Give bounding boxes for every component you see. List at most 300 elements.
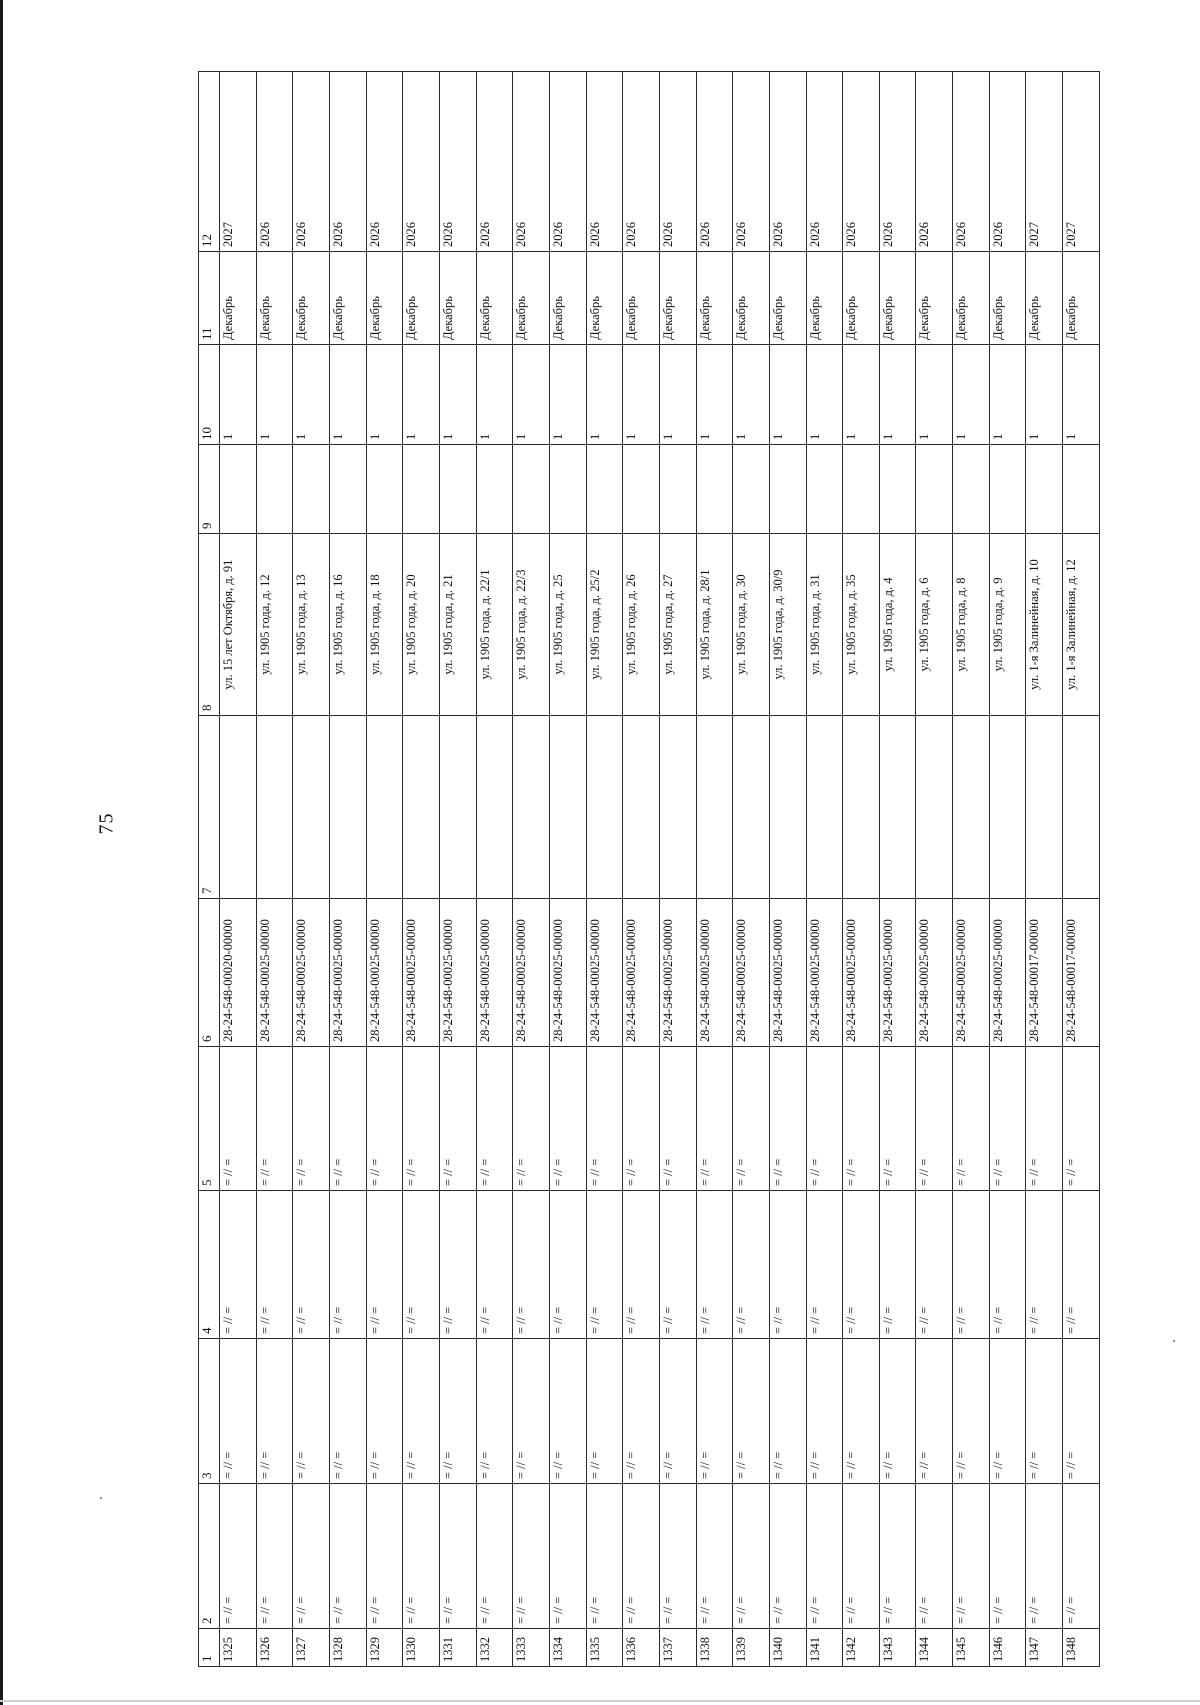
ditto-cell: = // = — [659, 1047, 696, 1191]
ditto-cell: = // = — [916, 1191, 953, 1339]
cadastral-code-cell: 28-24-548-00025-00000 — [733, 899, 770, 1047]
header-cell: 3 — [199, 1339, 220, 1484]
month-cell: Декабрь — [366, 252, 403, 345]
empty-cell — [806, 716, 843, 899]
ditto-cell: = // = — [513, 1191, 550, 1339]
table-row — [843, 72, 880, 1667]
row-number-cell: 1332 — [476, 1629, 513, 1667]
header-cell: 6 — [199, 899, 220, 1047]
empty-cell — [659, 445, 696, 534]
year-cell: 2026 — [806, 72, 843, 252]
address-cell: ул. 1905 года, д. 9 — [989, 534, 1026, 716]
month-cell: Декабрь — [659, 252, 696, 345]
row-number-cell: 1337 — [659, 1629, 696, 1667]
cadastral-code-cell: 28-24-548-00025-00000 — [806, 899, 843, 1047]
row-number-cell: 1339 — [733, 1629, 770, 1667]
quantity-cell: 1 — [256, 345, 293, 445]
empty-cell — [953, 445, 990, 534]
empty-cell — [769, 445, 806, 534]
ditto-cell: = // = — [476, 1339, 513, 1484]
cadastral-code-cell: 28-24-548-00017-00000 — [1063, 899, 1100, 1047]
empty-cell — [549, 716, 586, 899]
ditto-cell: = // = — [989, 1339, 1026, 1484]
header-row — [199, 72, 220, 1667]
ditto-cell: = // = — [329, 1484, 366, 1629]
empty-cell — [769, 716, 806, 899]
month-cell: Декабрь — [989, 252, 1026, 345]
ditto-cell: = // = — [329, 1047, 366, 1191]
table-row — [476, 72, 513, 1667]
month-cell: Декабрь — [769, 252, 806, 345]
quantity-cell: 1 — [806, 345, 843, 445]
empty-cell — [329, 445, 366, 534]
month-cell: Декабрь — [806, 252, 843, 345]
empty-cell — [623, 445, 660, 534]
header-cell: 12 — [199, 72, 220, 252]
ditto-cell: = // = — [366, 1191, 403, 1339]
year-cell: 2026 — [953, 72, 990, 252]
table-body — [199, 72, 1100, 1667]
address-cell: ул. 1905 года, д. 6 — [916, 534, 953, 716]
header-cell: 5 — [199, 1047, 220, 1191]
ditto-cell: = // = — [1063, 1047, 1100, 1191]
row-number-cell: 1334 — [549, 1629, 586, 1667]
empty-cell — [1063, 445, 1100, 534]
table-row — [513, 72, 550, 1667]
address-cell: ул. 15 лет Октября, д. 91 — [220, 534, 257, 716]
cadastral-code-cell: 28-24-548-00025-00000 — [549, 899, 586, 1047]
empty-cell — [439, 445, 476, 534]
quantity-cell: 1 — [293, 345, 330, 445]
cadastral-code-cell: 28-24-548-00025-00000 — [659, 899, 696, 1047]
ditto-cell: = // = — [916, 1339, 953, 1484]
year-cell: 2026 — [513, 72, 550, 252]
ditto-cell: = // = — [623, 1484, 660, 1629]
quantity-cell: 1 — [1063, 345, 1100, 445]
ditto-cell: = // = — [843, 1484, 880, 1629]
row-number-cell: 1327 — [293, 1629, 330, 1667]
ditto-cell: = // = — [220, 1339, 257, 1484]
month-cell: Декабрь — [879, 252, 916, 345]
empty-cell — [586, 716, 623, 899]
empty-cell — [843, 445, 880, 534]
cadastral-code-cell: 28-24-548-00025-00000 — [329, 899, 366, 1047]
empty-cell — [733, 445, 770, 534]
address-cell: ул. 1905 года, д. 22/1 — [476, 534, 513, 716]
ditto-cell: = // = — [439, 1191, 476, 1339]
row-number-cell: 1326 — [256, 1629, 293, 1667]
year-cell: 2026 — [879, 72, 916, 252]
month-cell: Декабрь — [623, 252, 660, 345]
cadastral-code-cell: 28-24-548-00025-00000 — [879, 899, 916, 1047]
ditto-cell: = // = — [879, 1484, 916, 1629]
ditto-cell: = // = — [293, 1339, 330, 1484]
ditto-cell: = // = — [403, 1339, 440, 1484]
ditto-cell: = // = — [586, 1484, 623, 1629]
empty-cell — [439, 716, 476, 899]
year-cell: 2026 — [366, 72, 403, 252]
ditto-cell: = // = — [549, 1339, 586, 1484]
scan-speck — [100, 1497, 102, 1499]
cadastral-code-cell: 28-24-548-00025-00000 — [586, 899, 623, 1047]
month-cell: Декабрь — [293, 252, 330, 345]
ditto-cell: = // = — [256, 1047, 293, 1191]
ditto-cell: = // = — [1063, 1484, 1100, 1629]
ditto-cell: = // = — [696, 1484, 733, 1629]
address-cell: ул. 1905 года, д. 31 — [806, 534, 843, 716]
ditto-cell: = // = — [879, 1191, 916, 1339]
month-cell: Декабрь — [916, 252, 953, 345]
row-number-cell: 1338 — [696, 1629, 733, 1667]
empty-cell — [586, 445, 623, 534]
ditto-cell: = // = — [623, 1339, 660, 1484]
cadastral-code-cell: 28-24-548-00025-00000 — [623, 899, 660, 1047]
empty-cell — [476, 445, 513, 534]
empty-cell — [1063, 716, 1100, 899]
table-row — [256, 72, 293, 1667]
empty-cell — [1026, 716, 1063, 899]
cadastral-code-cell: 28-24-548-00025-00000 — [293, 899, 330, 1047]
empty-cell — [256, 716, 293, 899]
quantity-cell: 1 — [513, 345, 550, 445]
cadastral-code-cell: 28-24-548-00025-00000 — [476, 899, 513, 1047]
empty-cell — [989, 445, 1026, 534]
cadastral-code-cell: 28-24-548-00025-00000 — [989, 899, 1026, 1047]
quantity-cell: 1 — [586, 345, 623, 445]
address-cell: ул. 1905 года, д. 12 — [256, 534, 293, 716]
address-cell: ул. 1905 года, д. 26 — [623, 534, 660, 716]
quantity-cell: 1 — [659, 345, 696, 445]
ditto-cell: = // = — [476, 1191, 513, 1339]
ditto-cell: = // = — [843, 1339, 880, 1484]
ditto-cell: = // = — [989, 1191, 1026, 1339]
cadastral-code-cell: 28-24-548-00025-00000 — [439, 899, 476, 1047]
table-row — [659, 72, 696, 1667]
cadastral-code-cell: 28-24-548-00025-00000 — [696, 899, 733, 1047]
year-cell: 2027 — [220, 72, 257, 252]
table-row — [439, 72, 476, 1667]
empty-cell — [879, 445, 916, 534]
header-cell: 7 — [199, 716, 220, 899]
quantity-cell: 1 — [696, 345, 733, 445]
year-cell: 2026 — [843, 72, 880, 252]
quantity-cell: 1 — [916, 345, 953, 445]
address-cell: ул. 1905 года, д. 16 — [329, 534, 366, 716]
ditto-cell: = // = — [806, 1191, 843, 1339]
month-cell: Декабрь — [843, 252, 880, 345]
cadastral-code-cell: 28-24-548-00025-00000 — [403, 899, 440, 1047]
empty-cell — [403, 716, 440, 899]
cadastral-code-cell: 28-24-548-00025-00000 — [769, 899, 806, 1047]
ditto-cell: = // = — [293, 1484, 330, 1629]
empty-cell — [806, 445, 843, 534]
ditto-cell: = // = — [439, 1047, 476, 1191]
empty-cell — [953, 716, 990, 899]
ditto-cell: = // = — [256, 1339, 293, 1484]
quantity-cell: 1 — [329, 345, 366, 445]
ditto-cell: = // = — [733, 1191, 770, 1339]
header-cell: 1 — [199, 1629, 220, 1667]
row-number-cell: 1329 — [366, 1629, 403, 1667]
table-row — [989, 72, 1026, 1667]
ditto-cell: = // = — [989, 1484, 1026, 1629]
quantity-cell: 1 — [366, 345, 403, 445]
cadastral-code-cell: 28-24-548-00025-00000 — [366, 899, 403, 1047]
ditto-cell: = // = — [1026, 1047, 1063, 1191]
ditto-cell: = // = — [586, 1339, 623, 1484]
cadastral-code-cell: 28-24-548-00020-00000 — [220, 899, 257, 1047]
month-cell: Декабрь — [256, 252, 293, 345]
address-cell: ул. 1905 года, д. 30 — [733, 534, 770, 716]
month-cell: Декабрь — [220, 252, 257, 345]
empty-cell — [696, 716, 733, 899]
month-cell: Декабрь — [439, 252, 476, 345]
ditto-cell: = // = — [879, 1339, 916, 1484]
ditto-cell: = // = — [1063, 1191, 1100, 1339]
quantity-cell: 1 — [989, 345, 1026, 445]
ditto-cell: = // = — [659, 1339, 696, 1484]
row-number-cell: 1347 — [1026, 1629, 1063, 1667]
row-number-cell: 1348 — [1063, 1629, 1100, 1667]
header-cell: 10 — [199, 345, 220, 445]
cadastral-code-cell: 28-24-548-00025-00000 — [916, 899, 953, 1047]
quantity-cell: 1 — [476, 345, 513, 445]
empty-cell — [513, 445, 550, 534]
empty-cell — [366, 445, 403, 534]
ditto-cell: = // = — [1026, 1339, 1063, 1484]
empty-cell — [220, 716, 257, 899]
ditto-cell: = // = — [513, 1339, 550, 1484]
year-cell: 2026 — [256, 72, 293, 252]
table-row — [293, 72, 330, 1667]
empty-cell — [733, 716, 770, 899]
year-cell: 2026 — [696, 72, 733, 252]
empty-cell — [293, 716, 330, 899]
header-cell: 4 — [199, 1191, 220, 1339]
year-cell: 2026 — [989, 72, 1026, 252]
ditto-cell: = // = — [403, 1047, 440, 1191]
empty-cell — [1026, 445, 1063, 534]
empty-cell — [256, 445, 293, 534]
address-cell: ул. 1905 года, д. 21 — [439, 534, 476, 716]
ditto-cell: = // = — [1063, 1339, 1100, 1484]
year-cell: 2026 — [659, 72, 696, 252]
ditto-cell: = // = — [843, 1047, 880, 1191]
ditto-cell: = // = — [476, 1484, 513, 1629]
scan-bottom-edge — [0, 1700, 1200, 1702]
quantity-cell: 1 — [769, 345, 806, 445]
scan-left-edge — [0, 0, 3, 1705]
quantity-cell: 1 — [439, 345, 476, 445]
table-row — [916, 72, 953, 1667]
quantity-cell: 1 — [953, 345, 990, 445]
ditto-cell: = // = — [696, 1047, 733, 1191]
row-number-cell: 1328 — [329, 1629, 366, 1667]
table-row — [879, 72, 916, 1667]
ditto-cell: = // = — [953, 1484, 990, 1629]
table-row — [366, 72, 403, 1667]
cadastral-code-cell: 28-24-548-00017-00000 — [1026, 899, 1063, 1047]
ditto-cell: = // = — [549, 1047, 586, 1191]
ditto-cell: = // = — [659, 1484, 696, 1629]
ditto-cell: = // = — [513, 1047, 550, 1191]
row-number-cell: 1344 — [916, 1629, 953, 1667]
row-number-cell: 1331 — [439, 1629, 476, 1667]
ditto-cell: = // = — [989, 1047, 1026, 1191]
ditto-cell: = // = — [806, 1047, 843, 1191]
ditto-cell: = // = — [953, 1339, 990, 1484]
ditto-cell: = // = — [439, 1339, 476, 1484]
table-row — [953, 72, 990, 1667]
address-cell: ул. 1905 года, д. 8 — [953, 534, 990, 716]
cadastral-code-cell: 28-24-548-00025-00000 — [953, 899, 990, 1047]
empty-cell — [623, 716, 660, 899]
ditto-cell: = // = — [366, 1484, 403, 1629]
empty-cell — [659, 716, 696, 899]
ditto-cell: = // = — [329, 1191, 366, 1339]
row-number-cell: 1335 — [586, 1629, 623, 1667]
quantity-cell: 1 — [549, 345, 586, 445]
ditto-cell: = // = — [879, 1047, 916, 1191]
month-cell: Декабрь — [476, 252, 513, 345]
header-cell: 11 — [199, 252, 220, 345]
table-row — [696, 72, 733, 1667]
address-cell: ул. 1905 года, д. 13 — [293, 534, 330, 716]
table-row — [623, 72, 660, 1667]
table-row — [1063, 72, 1100, 1667]
month-cell: Декабрь — [696, 252, 733, 345]
ditto-cell: = // = — [329, 1339, 366, 1484]
quantity-cell: 1 — [879, 345, 916, 445]
empty-cell — [476, 716, 513, 899]
ditto-cell: = // = — [769, 1484, 806, 1629]
ditto-cell: = // = — [953, 1047, 990, 1191]
empty-cell — [879, 716, 916, 899]
year-cell: 2027 — [1026, 72, 1063, 252]
empty-cell — [916, 716, 953, 899]
month-cell: Декабрь — [403, 252, 440, 345]
ditto-cell: = // = — [769, 1047, 806, 1191]
table-row — [1026, 72, 1063, 1667]
ditto-cell: = // = — [806, 1484, 843, 1629]
ditto-cell: = // = — [733, 1339, 770, 1484]
row-number-cell: 1342 — [843, 1629, 880, 1667]
ditto-cell: = // = — [220, 1047, 257, 1191]
table-row — [806, 72, 843, 1667]
row-number-cell: 1325 — [220, 1629, 257, 1667]
ditto-cell: = // = — [403, 1191, 440, 1339]
header-cell: 2 — [199, 1484, 220, 1629]
address-cell: ул. 1905 года, д. 27 — [659, 534, 696, 716]
ditto-cell: = // = — [769, 1191, 806, 1339]
ditto-cell: = // = — [549, 1191, 586, 1339]
address-cell: ул. 1905 года, д. 25/2 — [586, 534, 623, 716]
empty-cell — [549, 445, 586, 534]
year-cell: 2026 — [769, 72, 806, 252]
ditto-cell: = // = — [586, 1047, 623, 1191]
ditto-cell: = // = — [1026, 1484, 1063, 1629]
ditto-cell: = // = — [403, 1484, 440, 1629]
month-cell: Декабрь — [1026, 252, 1063, 345]
address-cell: ул. 1905 года, д. 4 — [879, 534, 916, 716]
month-cell: Декабрь — [586, 252, 623, 345]
row-number-cell: 1333 — [513, 1629, 550, 1667]
page-number: 75 — [95, 812, 118, 835]
month-cell: Декабрь — [329, 252, 366, 345]
address-cell: ул. 1905 года, д. 30/9 — [769, 534, 806, 716]
year-cell: 2026 — [549, 72, 586, 252]
ditto-cell: = // = — [623, 1047, 660, 1191]
address-cell: ул. 1905 года, д. 18 — [366, 534, 403, 716]
ditto-cell: = // = — [549, 1484, 586, 1629]
empty-cell — [989, 716, 1026, 899]
month-cell: Декабрь — [733, 252, 770, 345]
cadastral-code-cell: 28-24-548-00025-00000 — [256, 899, 293, 1047]
ditto-cell: = // = — [696, 1339, 733, 1484]
year-cell: 2026 — [293, 72, 330, 252]
scan-speck — [1173, 1340, 1175, 1342]
header-cell: 9 — [199, 445, 220, 534]
quantity-cell: 1 — [623, 345, 660, 445]
year-cell: 2026 — [403, 72, 440, 252]
ditto-cell: = // = — [439, 1484, 476, 1629]
ditto-cell: = // = — [293, 1047, 330, 1191]
ditto-cell: = // = — [256, 1484, 293, 1629]
empty-cell — [293, 445, 330, 534]
address-cell: ул. 1905 года, д. 25 — [549, 534, 586, 716]
quantity-cell: 1 — [843, 345, 880, 445]
empty-cell — [916, 445, 953, 534]
quantity-cell: 1 — [403, 345, 440, 445]
header-cell: 8 — [199, 534, 220, 716]
ditto-cell: = // = — [513, 1484, 550, 1629]
ditto-cell: = // = — [659, 1191, 696, 1339]
year-cell: 2027 — [1063, 72, 1100, 252]
row-number-cell: 1345 — [953, 1629, 990, 1667]
month-cell: Декабрь — [953, 252, 990, 345]
year-cell: 2026 — [733, 72, 770, 252]
ditto-cell: = // = — [806, 1339, 843, 1484]
year-cell: 2026 — [916, 72, 953, 252]
ditto-cell: = // = — [220, 1191, 257, 1339]
table-row — [549, 72, 586, 1667]
data-table — [198, 71, 1100, 1667]
empty-cell — [329, 716, 366, 899]
row-number-cell: 1336 — [623, 1629, 660, 1667]
month-cell: Декабрь — [549, 252, 586, 345]
ditto-cell: = // = — [916, 1484, 953, 1629]
table-row — [220, 72, 257, 1667]
ditto-cell: = // = — [953, 1191, 990, 1339]
ditto-cell: = // = — [1026, 1191, 1063, 1339]
ditto-cell: = // = — [586, 1191, 623, 1339]
empty-cell — [696, 445, 733, 534]
rotated-table-container — [198, 72, 1100, 1667]
quantity-cell: 1 — [733, 345, 770, 445]
empty-cell — [220, 445, 257, 534]
year-cell: 2026 — [586, 72, 623, 252]
ditto-cell: = // = — [623, 1191, 660, 1339]
ditto-cell: = // = — [220, 1484, 257, 1629]
row-number-cell: 1346 — [989, 1629, 1026, 1667]
table-row — [403, 72, 440, 1667]
empty-cell — [843, 716, 880, 899]
ditto-cell: = // = — [733, 1484, 770, 1629]
ditto-cell: = // = — [366, 1339, 403, 1484]
cadastral-code-cell: 28-24-548-00025-00000 — [513, 899, 550, 1047]
quantity-cell: 1 — [220, 345, 257, 445]
table-row — [769, 72, 806, 1667]
